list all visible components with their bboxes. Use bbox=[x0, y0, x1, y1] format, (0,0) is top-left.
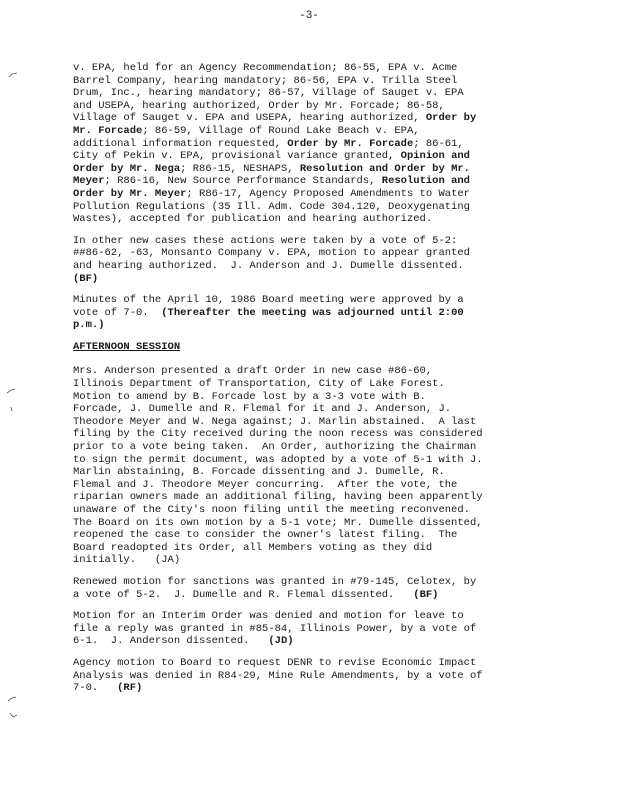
paragraph-para3 bbox=[73, 294, 553, 332]
text-line bbox=[73, 150, 553, 163]
text-line bbox=[73, 682, 553, 695]
text-line bbox=[73, 247, 553, 260]
text-segment: ; R86-16, New Source Performance Standards, bbox=[104, 175, 382, 188]
text-line bbox=[73, 138, 553, 151]
text-line bbox=[73, 428, 553, 441]
text-segment: ##86-62, -63, Monsanto Company v. EPA, motion to appear granted bbox=[73, 247, 470, 260]
text-line bbox=[73, 542, 553, 555]
bold-text-segment: p.m.) bbox=[73, 319, 105, 332]
bold-text-segment: (JD) bbox=[268, 635, 294, 648]
text-segment: Theodore Meyer and W. Nega against; J. Marlin abstained. A last bbox=[73, 415, 477, 428]
margin-mark-5 bbox=[9, 712, 19, 718]
text-line bbox=[73, 657, 553, 670]
text-line bbox=[73, 529, 553, 542]
text-line bbox=[73, 589, 553, 602]
margin-mark-2 bbox=[6, 388, 16, 394]
text-segment: ; R86-17, Agency Proposed Amendments to Water bbox=[186, 187, 470, 200]
bold-text-segment: Order by Mr. Forcade bbox=[287, 137, 414, 150]
text-line bbox=[73, 235, 553, 248]
bold-text-segment: Resolution and Order by Mr. bbox=[299, 162, 470, 175]
text-line bbox=[73, 87, 553, 100]
bold-text-segment: (BF) bbox=[73, 272, 99, 285]
text-segment: riparian owners made an additional filing, having been apparently bbox=[73, 491, 483, 504]
text-segment: vote of 7-0. bbox=[73, 306, 162, 319]
text-segment: v. EPA, held for an Agency Recommendation; 86-55, EPA v. Acme bbox=[73, 62, 458, 74]
paragraph-para7 bbox=[73, 657, 553, 695]
text-line bbox=[73, 163, 553, 176]
text-line bbox=[73, 670, 553, 683]
bold-text-segment: (Thereafter the meeting was adjourned until 2:00 bbox=[161, 306, 464, 319]
page-number: -3- bbox=[299, 10, 319, 22]
paragraph-para4 bbox=[73, 365, 553, 567]
text-segment: Motion to amend by B. Forcade lost by a 3-3 vote with B. bbox=[73, 390, 426, 403]
margin-mark-1 bbox=[8, 72, 18, 78]
text-segment: Renewed motion for sanctions was granted in #79-145, Celotex, by bbox=[73, 575, 477, 588]
text-line bbox=[73, 441, 553, 454]
text-line bbox=[73, 554, 553, 567]
text-segment: Mrs. Anderson presented a draft Order in new case #86-60, bbox=[73, 365, 433, 378]
text-line bbox=[73, 378, 553, 391]
text-segment: Pollution Regulations (35 Ill. Adm. Code 304.120, Deoxygenating bbox=[73, 200, 470, 213]
text-line bbox=[73, 100, 553, 113]
text-segment: prior to a vote being taken. An Order, authorizing the Chairman bbox=[73, 441, 477, 454]
text-line bbox=[73, 479, 553, 492]
text-segment: initially. (JA) bbox=[73, 554, 181, 567]
text-segment: Flemal and J. Theodore Meyer concurring. After the vote, the bbox=[73, 478, 458, 491]
text-line bbox=[73, 175, 553, 188]
text-segment: Forcade, J. Dumelle and R. Flemal for it and J. Anderson, J. bbox=[73, 403, 452, 416]
text-line bbox=[73, 416, 553, 429]
text-segment: Marlin abstaining, B. Forcade dissenting and J. Dumelle, R. bbox=[73, 466, 445, 479]
text-line bbox=[73, 112, 553, 125]
bold-text-segment: Meyer bbox=[73, 175, 105, 188]
text-line bbox=[73, 307, 553, 320]
bold-text-segment: Mr. Forcade bbox=[73, 124, 143, 137]
text-segment: a vote of 5-2. J. Dumelle and R. Flemal dissented. bbox=[73, 588, 414, 601]
bold-text-segment: Resolution and bbox=[381, 175, 470, 188]
text-segment: Drum, Inc., hearing mandatory; 86-57, Village of Sauget v. EPA bbox=[73, 87, 464, 100]
text-segment: ; 86-61, bbox=[413, 137, 464, 150]
text-segment: In other new cases these actions were taken by a vote of 5-2: bbox=[73, 234, 458, 247]
text-segment: The Board on its own motion by a 5-1 vote; Mr. Dumelle dissented, bbox=[73, 516, 483, 529]
text-line bbox=[73, 125, 553, 138]
text-line bbox=[73, 517, 553, 530]
bold-text-segment: (RF) bbox=[117, 682, 143, 695]
text-line bbox=[73, 610, 553, 623]
text-segment: City of Pekin v. EPA, provisional variance granted, bbox=[73, 150, 401, 163]
text-line bbox=[73, 201, 553, 214]
text-segment: ; 86-59, Village of Round Lake Beach v. EPA, bbox=[142, 124, 420, 137]
text-line bbox=[73, 403, 553, 416]
bold-text-segment: Order by Mr. Nega bbox=[73, 162, 181, 175]
text-line bbox=[73, 576, 553, 589]
text-line bbox=[73, 504, 553, 517]
text-line bbox=[73, 75, 553, 88]
bold-text-segment: Opinion and bbox=[400, 150, 470, 163]
paragraph-para1 bbox=[73, 62, 553, 226]
text-line bbox=[73, 273, 553, 286]
text-segment: Village of Sauget v. EPA and USEPA, hearing authorized, bbox=[73, 112, 426, 125]
text-line bbox=[73, 623, 553, 636]
text-line bbox=[73, 62, 553, 75]
text-line bbox=[73, 213, 553, 226]
text-segment: additional information requested, bbox=[73, 137, 288, 150]
text-segment: Minutes of the April 10, 1986 Board meeting were approved by a bbox=[73, 294, 464, 307]
bold-text-segment: (BF) bbox=[413, 588, 439, 601]
text-segment: Agency motion to Board to request DENR to revise Economic Impact bbox=[73, 656, 477, 669]
text-line bbox=[73, 188, 553, 201]
paragraph-para5 bbox=[73, 576, 553, 601]
text-segment: and hearing authorized. J. Anderson and J. Dumelle dissented. bbox=[73, 259, 464, 272]
text-line bbox=[73, 635, 553, 648]
text-segment: to sign the permit document, was adopted by a vote of 5-1 with J. bbox=[73, 453, 483, 466]
margin-mark-3 bbox=[9, 406, 19, 412]
margin-mark-4 bbox=[7, 696, 17, 702]
text-line bbox=[73, 365, 553, 378]
text-segment: ; R86-15, NESHAPS, bbox=[180, 162, 300, 175]
text-line bbox=[73, 260, 553, 273]
text-line bbox=[73, 319, 553, 332]
text-segment: 7-0. bbox=[73, 682, 118, 695]
text-segment: Analysis was denied in R84-29, Mine Rule Amendments, by a vote of bbox=[73, 669, 483, 682]
text-segment: and USEPA, hearing authorized, Order by Mr. Forcade; 86-58, bbox=[73, 99, 445, 112]
text-line bbox=[73, 466, 553, 479]
text-segment: unaware of the City's noon filing until the meeting reconvened. bbox=[73, 504, 470, 516]
text-segment: filing by the City received during the noon recess was considered bbox=[73, 428, 483, 441]
text-segment: Wastes), accepted for publication and hearing authorized. bbox=[73, 213, 433, 226]
text-segment: Illinois Department of Transportation, City of Lake Forest. bbox=[73, 378, 445, 391]
bold-text-segment: Order by Mr. Meyer bbox=[73, 187, 187, 200]
text-segment: 6-1. J. Anderson dissented. bbox=[73, 635, 269, 648]
bold-text-segment: Order by bbox=[425, 112, 477, 125]
text-line bbox=[73, 454, 553, 467]
text-segment: Board readopted its Order, all Members voting as they did bbox=[73, 541, 433, 554]
text-line bbox=[73, 294, 553, 307]
text-line bbox=[73, 391, 553, 404]
section-heading: AFTERNOON SESSION bbox=[73, 340, 181, 353]
text-segment: Motion for an Interim Order was denied and motion for leave to bbox=[73, 610, 464, 623]
paragraph-para6 bbox=[73, 610, 553, 648]
paragraph-para2 bbox=[73, 235, 553, 285]
text-segment: file a reply was granted in #85-84, Illinois Power, by a vote of bbox=[73, 622, 477, 635]
document-body bbox=[73, 62, 553, 704]
text-segment: reopened the case to consider the owner's latest filing. The bbox=[73, 529, 458, 542]
text-line bbox=[73, 491, 553, 504]
text-segment: Barrel Company, hearing mandatory; 86-56, EPA v. Trilla Steel bbox=[73, 74, 458, 87]
